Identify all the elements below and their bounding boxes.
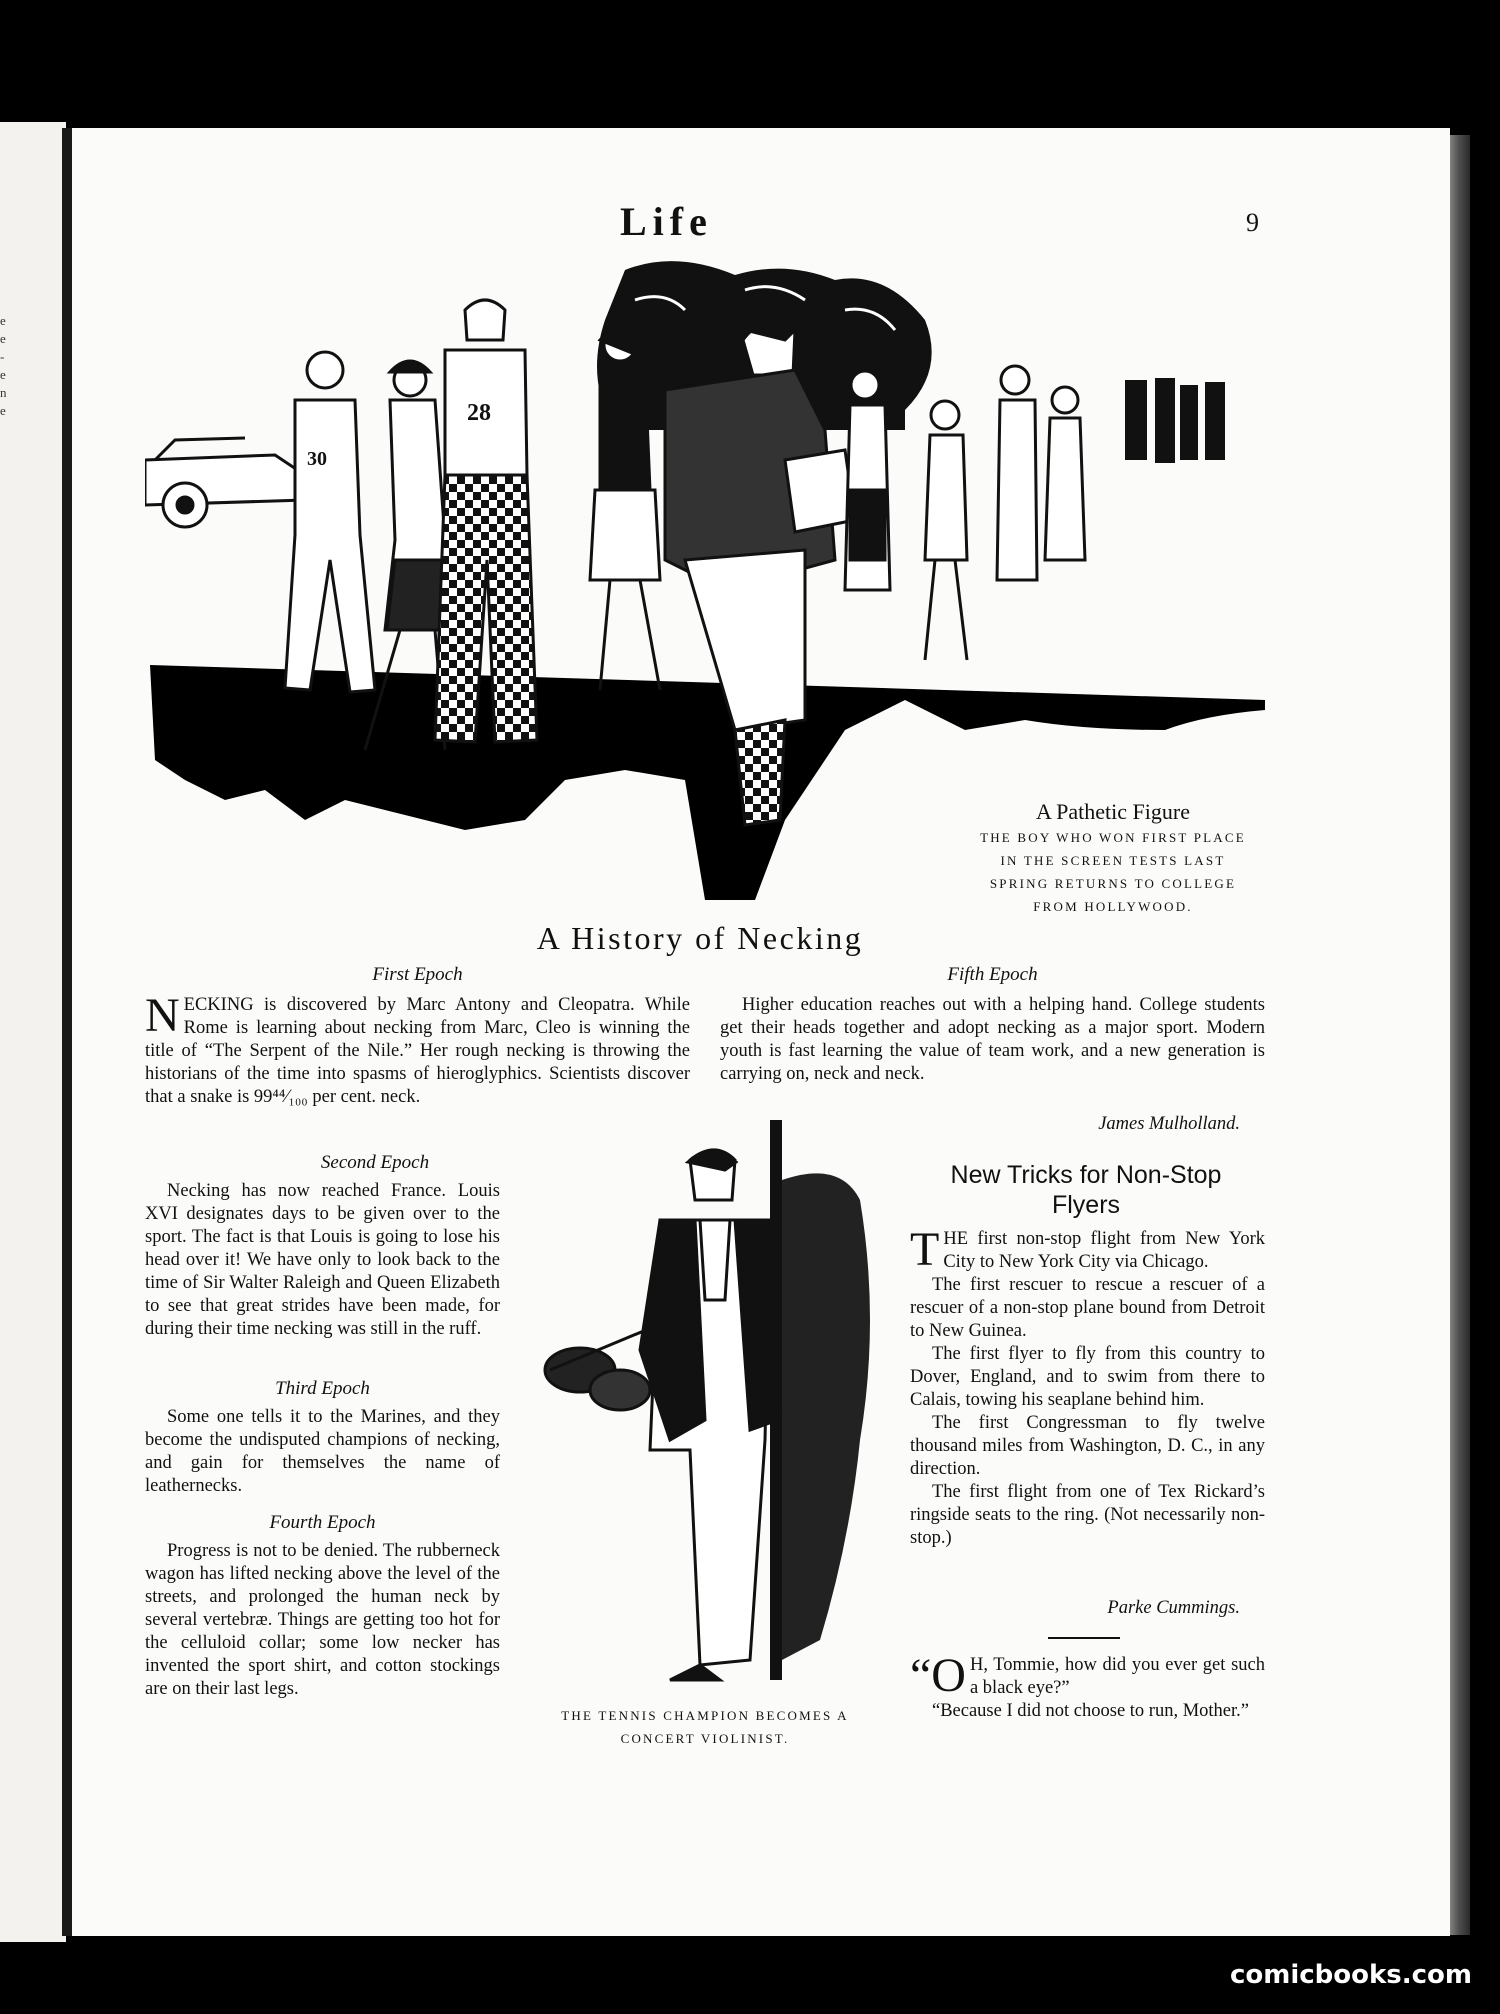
cartoon-caption-line: THE BOY WHO WON FIRST PLACE: [980, 830, 1246, 845]
cartoon-caption: [958, 798, 1268, 918]
dropcap: N: [145, 989, 180, 1042]
svg-text:30: 30: [307, 448, 327, 470]
watermark: comicbooks.com: [1229, 1960, 1472, 1990]
cartoon-caption-line: SPRING RETURNS TO COLLEGE: [989, 876, 1237, 891]
divider-rule: [1048, 1637, 1120, 1639]
violinist-illustration: [520, 1120, 890, 1700]
svg-text:28: 28: [467, 400, 491, 426]
flyers-title: New Tricks for Non-Stop Flyers: [950, 1161, 1222, 1219]
cartoon-title: A Pathetic Figure: [1036, 799, 1190, 824]
cartoon-caption-line: FROM HOLLYWOOD.: [1033, 899, 1193, 914]
dropcap: “O: [910, 1649, 966, 1702]
dropcap: T: [910, 1223, 940, 1276]
first-epoch-heading: First Epoch: [372, 964, 463, 985]
first-epoch-text: NECKING is discovered by Marc Antony and Cleopatra. While Rome is learning about necking from Marc, Cleo is winning the title of “The Serpent of the Nile.” Her rough necking is throwing the historians of the time into spasms of hieroglyphics. Scientists discover that a snake is 99⁴⁴⁄₁₀₀ per cent. neck.: [145, 989, 690, 1107]
left-page-fragments: e e - e n e: [0, 313, 7, 418]
fourth-epoch-heading: Fourth Epoch: [269, 1512, 376, 1533]
article-title: A History of Necking: [536, 920, 864, 956]
violinist-caption: THE TENNIS CHAMPION BECOMES A CONCERT VIOLINIST.: [561, 1708, 849, 1746]
flyers-text: THE first non-stop flight from New York City to New York City via Chicago. The first rescuer to rescue a rescuer of a rescuer of a non-stop plane bound from Detroit to New Guinea. The first flyer to fly from this country to Dover, England, and to swim from there to Calais, towing his seaplane behind him. The first Congressman to fly twelve thousand miles from Washington, D. C., in any direction. The first flight from one of Tex Rickard’s ringside seats to the ring. (Not necessarily non-stop.): [910, 1223, 1265, 1548]
third-epoch-heading: Third Epoch: [275, 1378, 370, 1399]
flyers-author: Parke Cummings.: [1107, 1598, 1240, 1618]
joke-text: “O H, Tommie, how did you ever get such a black eye?” “Because I did not choose to run, Mother.”: [910, 1649, 1265, 1721]
article-author: James Mulholland.: [1098, 1114, 1240, 1134]
page-number: 9: [1246, 208, 1259, 237]
left-page-edge: [0, 122, 66, 1942]
cartoon-caption-line: IN THE SCREEN TESTS LAST: [1000, 853, 1226, 868]
second-epoch-heading: Second Epoch: [320, 1152, 430, 1173]
third-epoch-text: Some one tells it to the Marines, and they become the undisputed champions of necking, and gain for themselves the name of leathernecks.: [145, 1407, 500, 1496]
fifth-epoch-heading: Fifth Epoch: [947, 964, 1038, 985]
fifth-epoch-text: Higher education reaches out with a helping hand. College students get their heads together and adopt necking as a major sport. Modern youth is fast learning the value of team work, and a new generation is carrying on, neck and neck.: [720, 995, 1265, 1084]
masthead: Life: [620, 199, 713, 244]
fourth-epoch-text: Progress is not to be denied. The rubberneck wagon has lifted necking above the level of the streets, and prolonged the human neck by several vertebræ. Things are getting too hot for the celluloid collar; some low necker has invented the sport shirt, and cotton stockings are on their last legs.: [145, 1541, 500, 1699]
second-epoch-text: Necking has now reached France. Louis XVI designates days to be given over to the sport. The fact is that Louis is going to lose his head over it! We have only to look back to the time of Sir Walter Raleigh and Queen Elizabeth to see that great strides have been made, for during their time necking was still in the ruff.: [145, 1181, 500, 1339]
page-stack-edge: [1448, 135, 1470, 1935]
